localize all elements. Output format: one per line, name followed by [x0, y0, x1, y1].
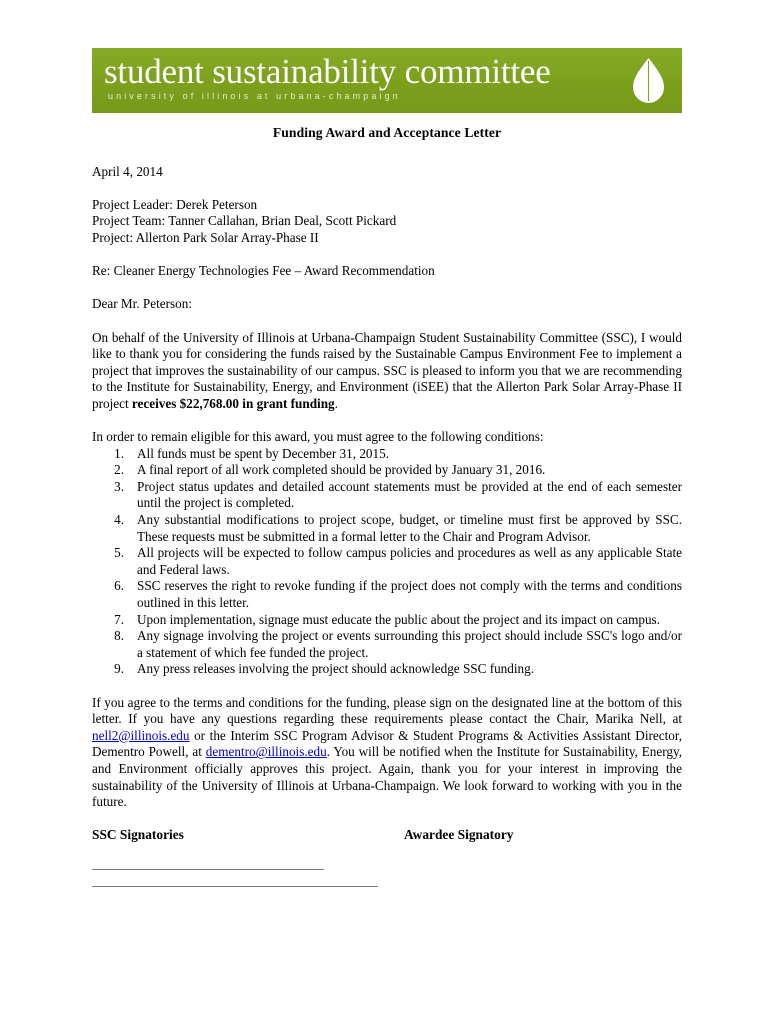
project-leader-line: Project Leader: Derek Peterson: [92, 196, 258, 212]
closing-paragraph: [92, 695, 682, 811]
signature-line-2[interactable]: [92, 886, 378, 887]
signature-headings: [92, 827, 682, 847]
project-name-line: Project: Allerton Park Solar Array-Phase II: [92, 229, 319, 245]
salutation: Dear Mr. Peterson:: [92, 296, 192, 312]
condition-item: Project status updates and detailed account statements must be provided at the end of each semester until the project is completed.: [137, 478, 682, 511]
banner-subtitle: university of illinois at urbana-champaign: [108, 91, 401, 101]
closing-text-part-3: . You will be notified when the Institute for Sustainability, Energy, and Environment officially approves this project. Again, thank you for your interest in improving the sustainability of the University of Illinois at Urbana-Champaign. We look forward to working with you in the future.: [92, 744, 682, 810]
condition-item: All projects will be expected to follow campus policies and procedures as well as any applicable State and Federal laws.: [137, 545, 682, 577]
condition-item: All funds must be spent by December 31, 2015.: [137, 445, 389, 461]
condition-item: Any substantial modifications to project scope, budget, or timeline must first be approved by SSC. These requests must be submitted in a formal letter to the Chair and Program Advisor.: [137, 512, 682, 544]
signature-line-1[interactable]: [92, 869, 324, 870]
project-team-line: Project Team: Tanner Callahan, Brian Deal, Scott Pickard: [92, 213, 397, 229]
awardee-signatory-heading: Awardee Signatory: [404, 827, 514, 843]
ssc-signatories-heading: SSC Signatories: [92, 827, 184, 843]
conditions-list: [92, 446, 682, 678]
condition-item: A final report of all work completed should be provided by January 31, 2016.: [137, 462, 546, 478]
banner-title: student sustainability committee: [104, 52, 551, 91]
project-info-block: [92, 197, 682, 247]
condition-item: Any press releases involving the project should acknowledge SSC funding.: [137, 661, 535, 677]
ssc-logo-banner: [92, 48, 682, 113]
banner-inner: [92, 48, 682, 113]
grant-funding-amount: receives $22,768.00 in grant funding: [131, 395, 335, 411]
leaf-icon: [633, 58, 664, 103]
opening-paragraph-end: .: [334, 395, 338, 411]
program-advisor-email-link[interactable]: dementro@illinois.edu: [205, 744, 327, 760]
page-title: Funding Award and Acceptance Letter: [272, 125, 502, 140]
opening-paragraph: [92, 330, 682, 413]
condition-item: Any signage involving the project or events surrounding this project should include SSC's logo and/or a statement of which fee funded the project.: [137, 628, 682, 660]
closing-text-part-2: or the Interim SSC Program Advisor & Student Programs & Activities Assistant Director, Dementro Powell, at: [92, 727, 682, 760]
chair-email-link[interactable]: nell2@illinois.edu: [92, 727, 190, 743]
condition-item: SSC reserves the right to revoke funding if the project does not comply with the terms and conditions outlined in this letter.: [137, 578, 682, 611]
signature-lines: [92, 869, 682, 887]
opening-paragraph-text: On behalf of the University of Illinois at Urbana-Champaign Student Sustainability Committee (SSC), I would like to thank you for considering the funds raised by the Sustainable Campus Environment Fee to implement a project that improves the sustainability of our campus. SSC is pleased to inform you that we are recommending to the Institute for Sustainability, Energy, and Environment (iSEE) that the Allerton Park Solar Array-Phase II project: [92, 329, 682, 411]
closing-text-part-1: If you agree to the terms and conditions for the funding, please sign on the designated line at the bottom of this letter. If you have any questions regarding these requirements please contact the Chair, Marika Nell, at: [92, 694, 682, 727]
condition-item: Upon implementation, signage must educate the public about the project and its impact on campus.: [137, 611, 660, 627]
letter-date: April 4, 2014: [92, 163, 163, 179]
conditions-lead-in: In order to remain eligible for this award, you must agree to the following conditions:: [92, 429, 544, 445]
letter-body: [92, 125, 682, 887]
subject-line: Re: Cleaner Energy Technologies Fee – Award Recommendation: [92, 263, 435, 279]
